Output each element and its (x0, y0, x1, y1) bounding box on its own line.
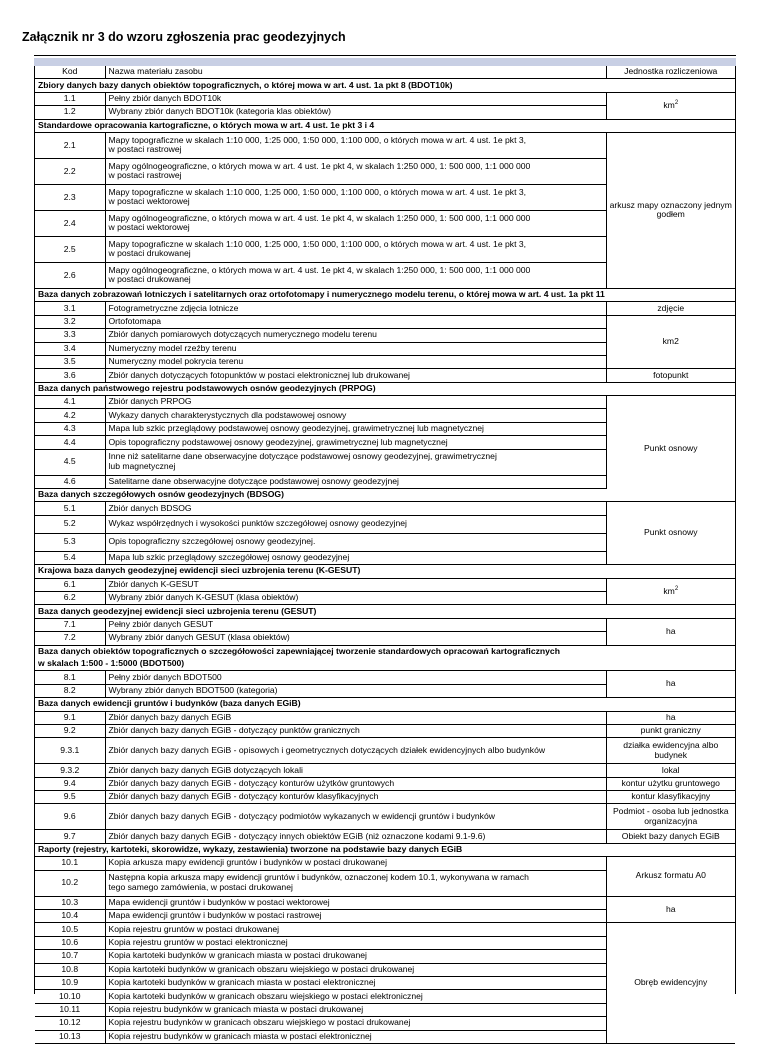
row-code: 10.5 (35, 923, 105, 936)
row-code: 10.4 (35, 910, 105, 923)
row-name (105, 262, 606, 288)
unit-cell: działka ewidencyjna albo budynek (606, 738, 735, 764)
section-title: Baza danych szczegółowych osnów geodezyjnych (BDSOG) (35, 489, 606, 502)
row-name: Mapa ewidencji gruntów i budynków w postaci rastrowej (105, 910, 606, 923)
section-title: Baza danych obiektów topograficznych o szczegółowości zapewniającej tworzenie standardowych opracowań kartograficznych (38, 645, 560, 656)
unit-cell: ha (606, 671, 735, 698)
row-code: 2.5 (35, 236, 105, 262)
row-code: 10.3 (35, 896, 105, 909)
row-code: 4.6 (35, 475, 105, 488)
row-code: 9.7 (35, 830, 105, 843)
section-row (35, 605, 735, 618)
row-code: 3.4 (35, 342, 105, 355)
table-row (35, 804, 735, 830)
row-name: Zbiór danych dotyczących fotopunktów w postaci elektronicznej lub drukowanej (105, 369, 606, 382)
section-row (35, 119, 735, 132)
row-code: 10.13 (35, 1030, 105, 1043)
unit-cell: lokal (606, 764, 735, 777)
table-row (35, 711, 735, 724)
title-rule (34, 55, 736, 56)
row-code: 10.2 (35, 870, 105, 896)
row-name: Pełny zbiór danych BDOT10k (105, 92, 606, 105)
row-code: 2.2 (35, 158, 105, 184)
row-name (105, 184, 606, 210)
row-name: Kopia kartoteki budynków w granicach miasta w postaci elektronicznej (105, 976, 606, 989)
row-name-line: Mapy topograficzne w skalach 1:10 000, 1:25 000, 1:50 000, 1:100 000, o których mowa w art. 4 ust. 1e pkt 3, (108, 134, 527, 145)
unit-cell: fotopunkt (606, 369, 735, 382)
header-name: Nazwa materiału zasobu (105, 66, 606, 79)
row-code: 9.6 (35, 804, 105, 830)
section-title: Baza danych zobrazowań lotniczych i satelitarnych oraz ortofotomapy i numerycznego modelu terenu, o której mowa w art. 4 ust. 1a pkt 11 (35, 288, 735, 301)
row-name: Kopia kartoteki budynków w granicach obszaru wiejskiego w postaci elektronicznej (105, 990, 606, 1003)
row-name-line: Mapy topograficzne w skalach 1:10 000, 1:25 000, 1:50 000, 1:100 000, o których mowa w art. 4 ust. 1e pkt 3, (108, 186, 527, 197)
row-code: 3.3 (35, 329, 105, 342)
unit-cell: ha (606, 896, 735, 923)
unit-cell: zdjęcie (606, 302, 735, 315)
unit-superscript: 2 (674, 99, 679, 106)
row-name: Numeryczny model pokrycia terenu (105, 355, 606, 368)
row-name: Kopia rejestru budynków w granicach obszaru wiejskiego w postaci drukowanej (105, 1017, 606, 1030)
row-name-line: Mapy topograficzne w skalach 1:10 000, 1:25 000, 1:50 000, 1:100 000, o których mowa w art. 4 ust. 1e pkt 3, (108, 238, 527, 249)
table-row (35, 132, 735, 158)
unit-text: km (663, 99, 675, 110)
section-title: Baza danych państwowego rejestru podstawowych osnów geodezyjnych (PRPOG) (35, 382, 735, 395)
row-name-line: Mapy ogólnogeograficzne, o których mowa w art. 4 ust. 1e pkt 4, w skalach 1:250 000, 1: 500 000, 1:1 000 000 (108, 160, 531, 171)
row-code: 9.1 (35, 711, 105, 724)
table-header-row (35, 66, 735, 79)
row-code: 5.3 (35, 533, 105, 551)
row-name: Opis topograficzny podstawowej osnowy geodezyjnej, grawimetrycznej lub magnetycznej (105, 436, 606, 449)
row-name: Zbiór danych BDSOG (105, 502, 606, 515)
row-code: 2.6 (35, 262, 105, 288)
table-row (35, 764, 735, 777)
row-code: 5.2 (35, 515, 105, 533)
row-name-line: w postaci wektorowej (108, 196, 190, 207)
unit-cell: Podmiot - osoba lub jednostka organizacyjna (606, 804, 735, 830)
unit-cell: punkt graniczny (606, 724, 735, 737)
row-name: Kopia rejestru gruntów w postaci drukowanej (105, 923, 606, 936)
row-code: 9.2 (35, 724, 105, 737)
table-row (35, 92, 735, 105)
row-code: 6.2 (35, 591, 105, 604)
row-name: Zbiór danych bazy danych EGiB - dotyczący innych obiektów EGiB (niż oznaczone kodami 9.1-9.6) (105, 830, 606, 843)
unit-text: km (663, 585, 675, 596)
row-name: Pełny zbiór danych BDOT500 (105, 671, 606, 684)
row-name: Zbiór danych bazy danych EGiB - dotyczący konturów klasyfikacyjnych (105, 791, 606, 804)
page-title: Załącznik nr 3 do wzoru zgłoszenia prac geodezyjnych (22, 30, 346, 44)
table-row (35, 738, 735, 764)
row-name: Mapa ewidencji gruntów i budynków w postaci wektorowej (105, 896, 606, 909)
row-name (105, 210, 606, 236)
row-code: 8.1 (35, 671, 105, 684)
unit-cell: Punkt osnowy (606, 396, 735, 502)
row-name: Fotogrametryczne zdjęcia lotnicze (105, 302, 606, 315)
row-name: Mapa lub szkic przeglądowy podstawowej osnowy geodezyjnej, grawimetrycznej lub magnetycznej (105, 422, 606, 435)
row-code: 9.4 (35, 777, 105, 790)
row-code: 4.2 (35, 409, 105, 422)
row-name: Numeryczny model rzeźby terenu (105, 342, 606, 355)
section-row (35, 288, 735, 301)
row-name-line: Następna kopia arkusza mapy ewidencji gruntów i budynków, oznaczonej kodem 10.1, wykonywana w ramach (108, 872, 529, 883)
row-code: 10.1 (35, 857, 105, 870)
table-row (35, 502, 735, 515)
row-code: 4.3 (35, 422, 105, 435)
row-code: 9.5 (35, 791, 105, 804)
row-name: Wykaz współrzędnych i wysokości punktów szczegółowej osnowy geodezyjnej (105, 515, 606, 533)
unit-cell: Obiekt bazy danych EGiB (606, 830, 735, 843)
row-code: 10.9 (35, 976, 105, 989)
row-name: Zbiór danych PRPOG (105, 396, 606, 409)
row-name-line: w postaci drukowanej (108, 274, 191, 285)
unit-cell: kontur użytku gruntowego (606, 777, 735, 790)
row-name (105, 870, 606, 896)
section-row (35, 698, 735, 711)
header-unit: Jednostka rozliczeniowa (606, 66, 735, 79)
row-code: 9.3.1 (35, 738, 105, 764)
row-name: Wybrany zbiór danych BDOT500 (kategoria) (105, 684, 606, 697)
row-code: 9.3.2 (35, 764, 105, 777)
row-name: Zbiór danych K-GESUT (105, 578, 606, 591)
row-name: Kopia rejestru budynków w granicach miasta w postaci elektronicznej (105, 1030, 606, 1043)
unit-cell (606, 578, 735, 605)
row-code: 5.1 (35, 502, 105, 515)
table-row (35, 396, 735, 409)
section-row (35, 565, 735, 578)
row-code: 10.11 (35, 1003, 105, 1016)
row-name (105, 158, 606, 184)
table-row (35, 302, 735, 315)
row-name: Kopia kartoteki budynków w granicach miasta w postaci drukowanej (105, 950, 606, 963)
table-row (35, 896, 735, 909)
row-name: Kopia kartoteki budynków w granicach obszaru wiejskiego w postaci drukowanej (105, 963, 606, 976)
row-name-line: w postaci rastrowej (108, 170, 182, 181)
unit-superscript: 2 (674, 585, 679, 592)
table-row (35, 777, 735, 790)
row-name: Satelitarne dane obserwacyjne dotyczące podstawowej osnowy geodezyjnej (105, 475, 606, 488)
row-name: Wybrany zbiór danych K-GESUT (klasa obiektów) (105, 591, 606, 604)
unit-cell (606, 92, 735, 119)
unit-cell: ha (606, 618, 735, 645)
unit-cell: kontur klasyfikacyjny (606, 791, 735, 804)
row-code: 4.5 (35, 449, 105, 475)
row-name: Zbiór danych bazy danych EGiB dotyczących lokali (105, 764, 606, 777)
table-row (35, 578, 735, 591)
row-code: 10.8 (35, 963, 105, 976)
row-code: 1.2 (35, 106, 105, 119)
row-code: 3.2 (35, 315, 105, 328)
row-name: Zbiór danych bazy danych EGiB - dotyczący punktów granicznych (105, 724, 606, 737)
unit-cell: ha (606, 711, 735, 724)
table-row (35, 369, 735, 382)
row-code: 7.2 (35, 632, 105, 645)
section-title: Krajowa baza danych geodezyjnej ewidencji sieci uzbrojenia terenu (K-GESUT) (35, 565, 735, 578)
row-name: Zbiór danych bazy danych EGiB - dotyczący podmiotów wykazanych w ewidencji gruntów i budynków (105, 804, 606, 830)
section-row (35, 843, 735, 856)
row-code: 3.6 (35, 369, 105, 382)
row-code: 2.3 (35, 184, 105, 210)
table-row (35, 618, 735, 631)
row-code: 10.12 (35, 1017, 105, 1030)
row-code: 5.4 (35, 551, 105, 564)
table-row (35, 671, 735, 684)
unit-cell: Punkt osnowy (606, 502, 735, 565)
section-row (35, 658, 735, 671)
row-name: Wykazy danych charakterystycznych dla podstawowej osnowy (105, 409, 606, 422)
row-code: 1.1 (35, 92, 105, 105)
table-row (35, 724, 735, 737)
row-name: Zbiór danych bazy danych EGiB (105, 711, 606, 724)
row-name: Kopia rejestru budynków w granicach miasta w postaci drukowanej (105, 1003, 606, 1016)
row-name-line: Mapy ogólnogeograficzne, o których mowa w art. 4 ust. 1e pkt 4, w skalach 1:250 000, 1: 500 000, 1:1 000 000 (108, 212, 531, 223)
row-code: 7.1 (35, 618, 105, 631)
section-row (35, 645, 735, 658)
row-name (105, 236, 606, 262)
table-row (35, 830, 735, 843)
row-code: 2.4 (35, 210, 105, 236)
row-name: Wybrany zbiór danych BDOT10k (kategoria klas obiektów) (105, 106, 606, 119)
row-name: Zbiór danych pomiarowych dotyczących numerycznego modelu terenu (105, 329, 606, 342)
header-code: Kod (35, 66, 105, 79)
row-name: Wybrany zbiór danych GESUT (klasa obiektów) (105, 632, 606, 645)
table-row (35, 315, 735, 328)
section-title: Raporty (rejestry, kartoteki, skorowidze, wykazy, zestawienia) tworzone na podstawie bazy danych EGiB (35, 843, 735, 856)
table-row (35, 923, 735, 936)
row-name (105, 132, 606, 158)
row-name: Opis topograficzny szczegółowej osnowy geodezyjnej. (105, 533, 606, 551)
row-name: Zbiór danych bazy danych EGiB - opisowych i geometrycznych dotyczących działek ewidencyjnych albo budynków (105, 738, 606, 764)
unit-cell: Obręb ewidencyjny (606, 923, 735, 1044)
row-code: 10.6 (35, 936, 105, 949)
row-code: 10.7 (35, 950, 105, 963)
row-code: 4.4 (35, 436, 105, 449)
row-name: Mapa lub szkic przeglądowy szczegółowej osnowy geodezyjnej (105, 551, 606, 564)
row-name: Kopia arkusza mapy ewidencji gruntów i budynków w postaci drukowanej (105, 857, 606, 870)
row-code: 2.1 (35, 132, 105, 158)
section-title: Baza danych ewidencji gruntów i budynków (baza danych EGiB) (35, 698, 735, 711)
row-name: Kopia rejestru gruntów w postaci elektronicznej (105, 936, 606, 949)
row-name-line: w postaci rastrowej (108, 144, 182, 155)
section-title: Zbiory danych bazy danych obiektów topograficznych, o której mowa w art. 4 ust. 1a pkt 8 (BDOT10k) (35, 79, 735, 92)
row-name: Zbiór danych bazy danych EGiB - dotyczący konturów użytków gruntowych (105, 777, 606, 790)
row-name: Ortofotomapa (105, 315, 606, 328)
row-code: 3.1 (35, 302, 105, 315)
row-name-line: tego samego zamówienia, w postaci drukowanej (108, 882, 293, 893)
row-name-line: Mapy ogólnogeograficzne, o których mowa w art. 4 ust. 1e pkt 4, w skalach 1:250 000, 1: 500 000, 1:1 000 000 (108, 264, 531, 275)
row-name (105, 449, 606, 475)
row-code: 10.10 (35, 990, 105, 1003)
section-title: Baza danych geodezyjnej ewidencji sieci uzbrojenia terenu (GESUT) (35, 605, 735, 618)
table-row (35, 857, 735, 870)
row-code: 8.2 (35, 684, 105, 697)
row-code: 3.5 (35, 355, 105, 368)
row-code: 4.1 (35, 396, 105, 409)
row-name-line: Inne niż satelitarne dane obserwacyjne dotyczące podstawowej osnowy geodezyjnej, grawimetrycznej (108, 451, 497, 462)
header-band (34, 58, 736, 66)
section-row (35, 79, 735, 92)
row-name-line: lub magnetycznej (108, 461, 176, 472)
unit-cell: arkusz mapy oznaczony jednym godłem (606, 132, 735, 288)
section-row (35, 382, 735, 395)
row-code: 6.1 (35, 578, 105, 591)
row-name: Pełny zbiór danych GESUT (105, 618, 606, 631)
row-name-line: w postaci wektorowej (108, 222, 190, 233)
section-title: Standardowe opracowania kartograficzne, o których mowa w art. 4 ust. 1e pkt 3 i 4 (35, 119, 735, 132)
unit-cell: Arkusz formatu A0 (606, 857, 735, 896)
section-title-cont: w skalach 1:500 - 1:5000 (BDOT500) (35, 658, 735, 671)
row-name-line: w postaci drukowanej (108, 248, 191, 259)
unit-cell: km2 (606, 315, 735, 369)
table-row (35, 791, 735, 804)
materials-table (35, 66, 735, 1044)
